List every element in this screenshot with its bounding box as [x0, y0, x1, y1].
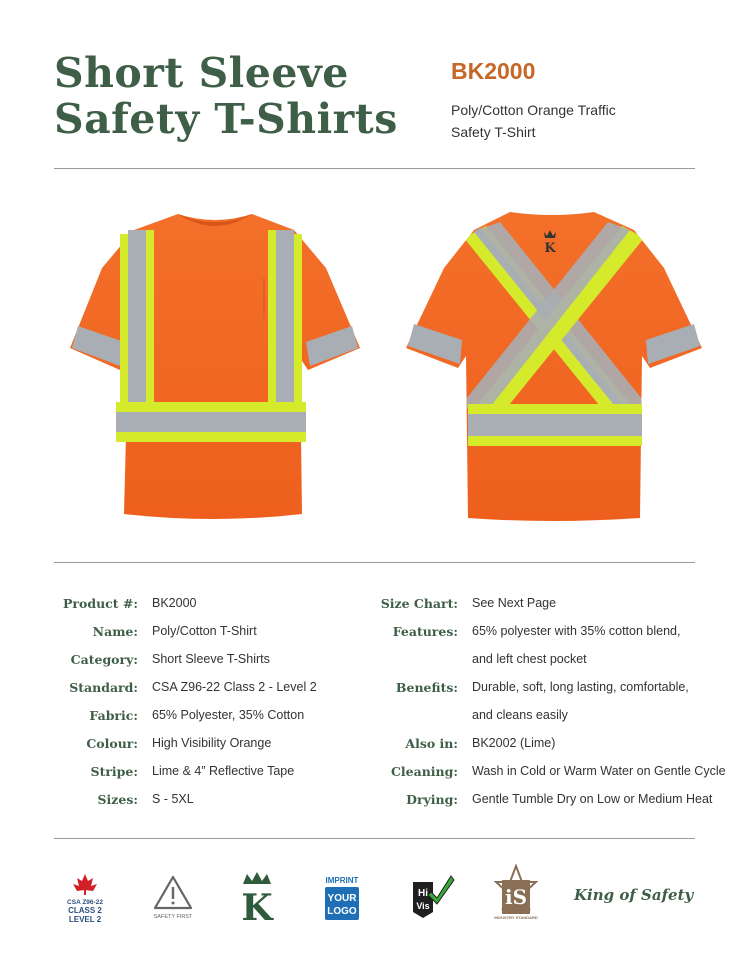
svg-text:SAFETY FIRST: SAFETY FIRST	[153, 914, 193, 920]
back-k-mark: K	[544, 241, 556, 256]
svg-text:INDUSTRY STANDARD: INDUSTRY STANDARD	[494, 915, 538, 920]
spec-value: 65% polyester with 35% cotton blend,	[472, 624, 681, 638]
spec-label: Drying:	[406, 792, 458, 807]
shirt-back-image	[402, 208, 706, 524]
spec-label: Standard:	[69, 680, 138, 695]
maple-leaf-icon	[73, 874, 97, 891]
spec-value: Durable, soft, long lasting, comfortable,	[472, 680, 689, 694]
svg-text:CSA Z96-22: CSA Z96-22	[67, 899, 103, 906]
product-subtitle	[451, 99, 651, 143]
svg-text:K: K	[241, 887, 273, 924]
product-code: BK2000	[451, 58, 536, 84]
imprint-your-logo	[322, 874, 362, 922]
spec-value: BK2000	[152, 596, 197, 610]
safety-first-logo	[150, 874, 196, 920]
shirt-front-image	[68, 208, 362, 524]
spec-value: Short Sleeve T-Shirts	[152, 652, 270, 666]
spec-value: 65% Polyester, 35% Cotton	[152, 708, 305, 722]
spec-value: High Visibility Orange	[152, 736, 272, 750]
svg-text:LEVEL 2: LEVEL 2	[68, 915, 102, 924]
svg-text:CLASS 2: CLASS 2	[68, 906, 102, 915]
spec-value: S - 5XL	[152, 792, 194, 806]
industry-standard-logo	[494, 864, 538, 922]
page-title-line2: Safety T-Shirts	[54, 95, 398, 143]
spec-label: Sizes:	[97, 792, 138, 807]
king-k-logo	[237, 870, 277, 924]
spec-value: and left chest pocket	[472, 652, 587, 666]
spec-label: Benefits:	[395, 680, 458, 695]
spec-label: Also in:	[405, 736, 458, 751]
spec-label: Product #:	[63, 596, 138, 611]
spec-value: Wash in Cold or Warm Water on Gentle Cycle	[472, 764, 726, 778]
svg-text:LOGO: LOGO	[327, 906, 357, 917]
divider-bottom	[54, 838, 695, 839]
product-subtitle-line1: Poly/Cotton Orange Traffic	[451, 102, 616, 118]
page-title	[54, 50, 398, 142]
spec-value: See Next Page	[472, 596, 557, 610]
svg-text:Vis: Vis	[416, 901, 430, 911]
svg-text:Hi: Hi	[418, 888, 428, 899]
spec-label: Colour:	[86, 736, 138, 751]
spec-label: Cleaning:	[390, 764, 458, 779]
spec-label: Size Chart:	[380, 596, 458, 611]
divider-top	[54, 168, 695, 169]
svg-text:iS: iS	[504, 885, 528, 909]
spec-value: Poly/Cotton T-Shirt	[152, 624, 257, 638]
spec-label: Name:	[92, 624, 138, 639]
crown-icon	[243, 872, 271, 884]
product-subtitle-line2: Safety T-Shirt	[451, 124, 536, 140]
spec-value: Gentle Tumble Dry on Low or Medium Heat	[472, 792, 713, 806]
warning-triangle-icon	[155, 877, 191, 908]
spec-label: Fabric:	[89, 708, 138, 723]
spec-value: BK2002 (Lime)	[472, 736, 556, 750]
spec-label: Category:	[70, 652, 138, 667]
spec-value: Lime & 4” Reflective Tape	[152, 764, 295, 778]
king-of-safety-brand: King of Safety	[574, 886, 694, 904]
svg-text:YOUR: YOUR	[327, 893, 357, 904]
spec-value: CSA Z96-22 Class 2 - Level 2	[152, 680, 317, 694]
divider-middle	[54, 562, 695, 563]
spec-label: Features:	[392, 624, 458, 639]
spec-label: Stripe:	[90, 764, 138, 779]
hivis-logo	[409, 872, 455, 920]
page-title-line1: Short Sleeve	[54, 49, 349, 97]
spec-value: and cleans easily	[472, 708, 568, 722]
svg-text:IMPRINT: IMPRINT	[325, 876, 359, 885]
csa-logo	[62, 872, 108, 924]
